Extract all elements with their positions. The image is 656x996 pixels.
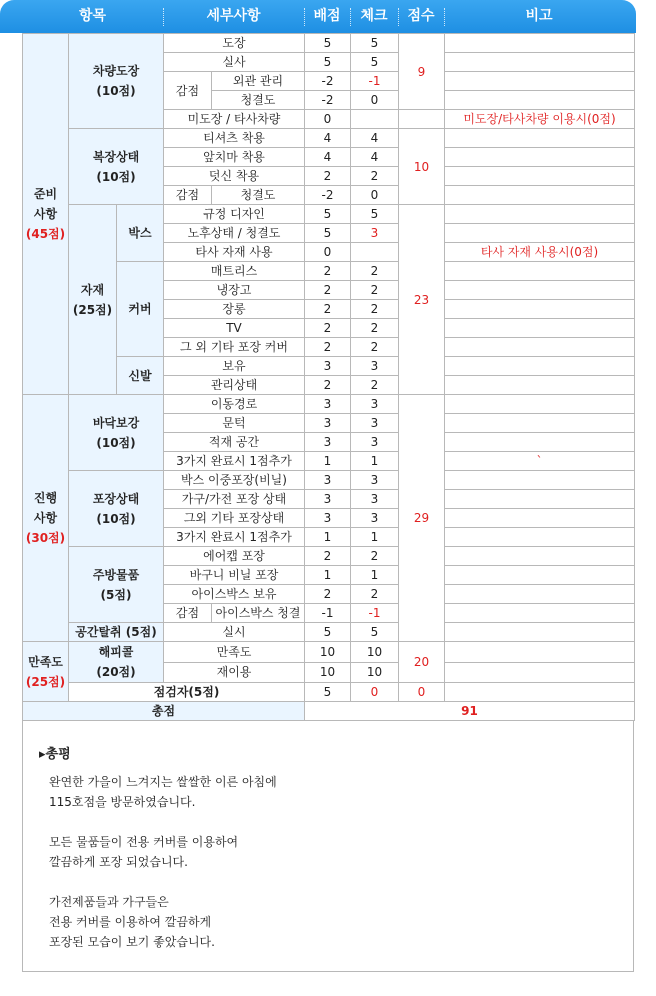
- points-cell: 5: [305, 205, 351, 224]
- remark-cell: [445, 148, 635, 167]
- detail-cell: 덧신 착용: [164, 167, 305, 186]
- points-cell: 5: [305, 623, 351, 642]
- detail-cell: 적재 공간: [164, 433, 305, 452]
- group-kitchen: 주방물품 (5점): [69, 547, 164, 623]
- score-cell: 20: [399, 642, 445, 683]
- detail-cell: 이동경로: [164, 395, 305, 414]
- points-cell: 0: [305, 243, 351, 262]
- detail-cell: 보유: [164, 357, 305, 376]
- points-cell: -2: [305, 186, 351, 205]
- deduct-label: 감점: [164, 186, 212, 205]
- score-cell: 29: [399, 395, 445, 642]
- detail-cell: 도장: [164, 34, 305, 53]
- detail-cell: 3가지 완료시 1점추가: [164, 528, 305, 547]
- evaluation-sheet: [22, 0, 634, 972]
- check-cell: 3: [351, 414, 399, 433]
- points-cell: 2: [305, 281, 351, 300]
- points-cell: 2: [305, 167, 351, 186]
- points-cell: 1: [305, 566, 351, 585]
- remark-cell: [445, 395, 635, 414]
- deduct-label: 감점: [164, 604, 212, 623]
- check-cell: 2: [351, 167, 399, 186]
- detail-cell: 앞치마 착용: [164, 148, 305, 167]
- check-cell: 5: [351, 623, 399, 642]
- group-space: 공간탈취 (5점): [69, 623, 164, 642]
- header-check: 체크: [360, 8, 388, 24]
- check-cell: 4: [351, 148, 399, 167]
- review-section: [22, 721, 634, 972]
- group-floor: 바닥보강 (10점): [69, 395, 164, 471]
- subgroup-box: 박스: [117, 205, 164, 262]
- detail-cell: 그 외 기타 포장 커버: [164, 338, 305, 357]
- remark-cell: [445, 662, 635, 683]
- remark-cell: [445, 528, 635, 547]
- points-cell: 2: [305, 338, 351, 357]
- section-satisfaction: [23, 642, 69, 702]
- table-header: [22, 0, 636, 33]
- remark-cell: [445, 490, 635, 509]
- check-cell: 0: [351, 683, 399, 702]
- detail-cell: 청결도: [212, 186, 305, 205]
- points-cell: 3: [305, 395, 351, 414]
- check-cell: 2: [351, 281, 399, 300]
- check-cell: [351, 243, 399, 262]
- detail-cell: 그외 기타 포장상태: [164, 509, 305, 528]
- points-cell: 3: [305, 414, 351, 433]
- detail-cell: 청결도: [212, 91, 305, 110]
- detail-cell: 실사: [164, 53, 305, 72]
- points-cell: 3: [305, 471, 351, 490]
- detail-cell: 규정 디자인: [164, 205, 305, 224]
- group-inspector: 점검자(5점): [69, 683, 305, 702]
- detail-cell: 실시: [164, 623, 305, 642]
- group-happycall: 해피콜 (20점): [69, 642, 164, 683]
- check-cell: 3: [351, 224, 399, 243]
- points-cell: 0: [305, 110, 351, 129]
- points-cell: 2: [305, 585, 351, 604]
- points-cell: 1: [305, 452, 351, 471]
- check-cell: 2: [351, 319, 399, 338]
- check-cell: 5: [351, 34, 399, 53]
- check-cell: 2: [351, 338, 399, 357]
- check-cell: [351, 110, 399, 129]
- points-cell: 3: [305, 433, 351, 452]
- score-cell: 23: [399, 205, 445, 395]
- points-cell: 2: [305, 319, 351, 338]
- group-packing: 포장상태 (10점): [69, 471, 164, 547]
- remark-cell: [445, 300, 635, 319]
- detail-cell: 문턱: [164, 414, 305, 433]
- check-cell: 2: [351, 376, 399, 395]
- points-cell: 3: [305, 357, 351, 376]
- header-item: 항목: [78, 8, 107, 24]
- check-cell: 10: [351, 662, 399, 683]
- group-material: 자재 (25점): [69, 205, 117, 395]
- detail-cell: TV: [164, 319, 305, 338]
- remark-cell: [445, 224, 635, 243]
- score-table: [22, 33, 635, 721]
- remark-cell: [445, 262, 635, 281]
- points-cell: -1: [305, 604, 351, 623]
- score-cell: 0: [399, 683, 445, 702]
- deduct-label: 감점: [164, 72, 212, 110]
- points-cell: -2: [305, 91, 351, 110]
- points-cell: 4: [305, 129, 351, 148]
- detail-cell: 외관 관리: [212, 72, 305, 91]
- group-car-paint: 차량도장 (10점): [69, 34, 164, 129]
- group-dress: 복장상태 (10점): [69, 129, 164, 205]
- header-detail: 세부사항: [206, 8, 261, 24]
- section-sat-points: (25점): [25, 674, 66, 689]
- review-paragraph: 가전제품들과 가구들은 전용 커버를 이용하여 깔끔하게 포장된 모습이 보기 좋았습니다.: [49, 895, 215, 949]
- check-cell: 2: [351, 262, 399, 281]
- check-cell: 3: [351, 471, 399, 490]
- section-sat-label: 만족도: [28, 654, 63, 669]
- check-cell: 1: [351, 528, 399, 547]
- check-cell: 0: [351, 186, 399, 205]
- detail-cell: 박스 이중포장(비닐): [164, 471, 305, 490]
- check-cell: 3: [351, 490, 399, 509]
- remark-cell: [445, 205, 635, 224]
- remark-cell: [445, 471, 635, 490]
- check-cell: 5: [351, 205, 399, 224]
- detail-cell: 만족도: [164, 642, 305, 663]
- check-cell: -1: [351, 72, 399, 91]
- detail-cell: 미도장 / 타사차량: [164, 110, 305, 129]
- check-cell: 5: [351, 53, 399, 72]
- remark-cell: [445, 433, 635, 452]
- remark-cell: [445, 338, 635, 357]
- remark-cell: [445, 547, 635, 566]
- section-prep-label: 준비 사항: [33, 187, 58, 221]
- score-cell: 9: [399, 34, 445, 110]
- total-label: 총점: [23, 702, 305, 721]
- detail-cell: 3가지 완료시 1점추가: [164, 452, 305, 471]
- remark-cell: [445, 585, 635, 604]
- check-cell: 2: [351, 300, 399, 319]
- review-paragraph: 모든 물품들이 전용 커버를 이용하여 깔끔하게 포장 되었습니다.: [49, 835, 239, 869]
- points-cell: 3: [305, 490, 351, 509]
- detail-cell: 냉장고: [164, 281, 305, 300]
- detail-cell: 가구/가전 포장 상태: [164, 490, 305, 509]
- detail-cell: 아이스박스 보유: [164, 585, 305, 604]
- section-proc-points: (30점): [25, 531, 66, 545]
- points-cell: -2: [305, 72, 351, 91]
- points-cell: 5: [305, 224, 351, 243]
- detail-cell: 타사 자재 사용: [164, 243, 305, 262]
- detail-cell: 노후상태 / 청결도: [164, 224, 305, 243]
- remark-cell: 미도장/타사차량 이용시(0점): [445, 110, 635, 129]
- remark-cell: 타사 자재 사용시(0점): [445, 243, 635, 262]
- subgroup-shoes: 신발: [117, 357, 164, 395]
- remark-cell: `: [445, 452, 635, 471]
- points-cell: 5: [305, 53, 351, 72]
- remark-cell: [445, 129, 635, 148]
- remark-cell: [445, 566, 635, 585]
- detail-cell: 장롱: [164, 300, 305, 319]
- remark-cell: [445, 167, 635, 186]
- points-cell: 5: [305, 683, 351, 702]
- points-cell: 10: [305, 662, 351, 683]
- section-proc: [23, 395, 69, 642]
- remark-cell: [445, 623, 635, 642]
- remark-cell: [445, 357, 635, 376]
- detail-cell: 아이스박스 청결: [212, 604, 305, 623]
- detail-cell: 바구니 비닐 포장: [164, 566, 305, 585]
- check-cell: 1: [351, 566, 399, 585]
- subgroup-cover: 커버: [117, 262, 164, 357]
- remark-cell: [445, 319, 635, 338]
- check-cell: 1: [351, 452, 399, 471]
- section-prep: [23, 34, 69, 395]
- review-paragraph: 완연한 가을이 느겨지는 쌀쌀한 이른 아침에 115호점을 방문하였습니다.: [49, 775, 277, 809]
- remark-cell: [445, 281, 635, 300]
- points-cell: 4: [305, 148, 351, 167]
- section-prep-points: (45점): [25, 227, 66, 241]
- remark-cell: [445, 509, 635, 528]
- check-cell: 4: [351, 129, 399, 148]
- points-cell: 2: [305, 547, 351, 566]
- section-proc-label: 진행 사항: [33, 491, 58, 525]
- remark-cell: [445, 683, 635, 702]
- remark-cell: [445, 642, 635, 663]
- detail-cell: 티셔츠 착용: [164, 129, 305, 148]
- check-cell: 3: [351, 509, 399, 528]
- detail-cell: 매트리스: [164, 262, 305, 281]
- check-cell: 0: [351, 91, 399, 110]
- header-score: 점수: [407, 8, 435, 24]
- remark-cell: [445, 186, 635, 205]
- check-cell: 3: [351, 357, 399, 376]
- remark-cell: [445, 72, 635, 91]
- check-cell: -1: [351, 604, 399, 623]
- points-cell: 5: [305, 34, 351, 53]
- remark-cell: [445, 414, 635, 433]
- header-points: 배점: [313, 8, 341, 24]
- check-cell: 2: [351, 585, 399, 604]
- review-title: ▸총평: [39, 747, 71, 762]
- detail-cell: 관리상태: [164, 376, 305, 395]
- points-cell: 2: [305, 262, 351, 281]
- score-cell: 10: [399, 129, 445, 205]
- detail-cell: 에어캡 포장: [164, 547, 305, 566]
- points-cell: 3: [305, 509, 351, 528]
- detail-cell: 재이용: [164, 662, 305, 683]
- check-cell: 3: [351, 433, 399, 452]
- score-cell: [399, 110, 445, 129]
- remark-cell: [445, 604, 635, 623]
- points-cell: 1: [305, 528, 351, 547]
- check-cell: 3: [351, 395, 399, 414]
- check-cell: 2: [351, 547, 399, 566]
- header-remark: 비고: [525, 8, 553, 24]
- remark-cell: [445, 91, 635, 110]
- points-cell: 2: [305, 376, 351, 395]
- points-cell: 10: [305, 642, 351, 663]
- remark-cell: [445, 34, 635, 53]
- points-cell: 2: [305, 300, 351, 319]
- check-cell: 10: [351, 642, 399, 663]
- remark-cell: [445, 376, 635, 395]
- total-value: 91: [305, 702, 635, 721]
- remark-cell: [445, 53, 635, 72]
